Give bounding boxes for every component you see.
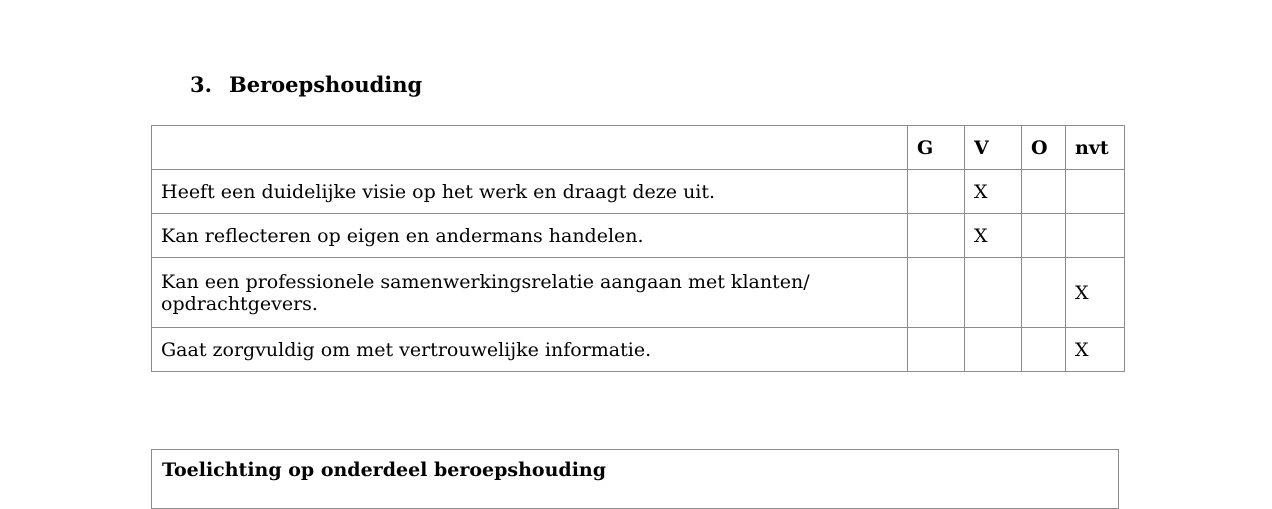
rating-o-cell bbox=[1022, 170, 1066, 214]
header-nvt: nvt bbox=[1066, 126, 1125, 170]
rating-nvt-cell bbox=[1066, 170, 1125, 214]
rating-o-cell bbox=[1022, 258, 1066, 328]
statement-cell: Kan een professionele samenwerkingsrelatie aangaan met klanten/ opdrachtgevers. bbox=[152, 258, 908, 328]
statement-cell: Kan reflecteren op eigen en andermans handelen. bbox=[152, 214, 908, 258]
table-row bbox=[152, 214, 1125, 258]
rating-v-cell: X bbox=[965, 170, 1022, 214]
rating-v-cell: X bbox=[965, 214, 1022, 258]
table-header-row bbox=[152, 126, 1125, 170]
table-row bbox=[152, 170, 1125, 214]
rating-g-cell bbox=[908, 328, 965, 372]
statement-cell: Heeft een duidelijke visie op het werk en draagt deze uit. bbox=[152, 170, 908, 214]
notes-title: Toelichting op onderdeel beroepshouding bbox=[162, 459, 607, 481]
section-number: 3. bbox=[190, 72, 212, 97]
header-o: O bbox=[1022, 126, 1066, 170]
rating-g-cell bbox=[908, 170, 965, 214]
header-v: V bbox=[965, 126, 1022, 170]
rating-o-cell bbox=[1022, 214, 1066, 258]
rating-nvt-cell: X bbox=[1066, 258, 1125, 328]
section-title: Beroepshouding bbox=[229, 72, 423, 97]
rating-nvt-cell: X bbox=[1066, 328, 1125, 372]
rating-o-cell bbox=[1022, 328, 1066, 372]
table-row bbox=[152, 328, 1125, 372]
header-g: G bbox=[908, 126, 965, 170]
rating-nvt-cell bbox=[1066, 214, 1125, 258]
table-row bbox=[152, 258, 1125, 328]
rating-g-cell bbox=[908, 214, 965, 258]
rating-g-cell bbox=[908, 258, 965, 328]
header-statement bbox=[152, 126, 908, 170]
assessment-table bbox=[151, 125, 1125, 372]
section-heading bbox=[190, 71, 422, 99]
statement-cell: Gaat zorgvuldig om met vertrouwelijke informatie. bbox=[152, 328, 908, 372]
notes-box bbox=[151, 449, 1119, 509]
rating-v-cell bbox=[965, 328, 1022, 372]
rating-v-cell bbox=[965, 258, 1022, 328]
